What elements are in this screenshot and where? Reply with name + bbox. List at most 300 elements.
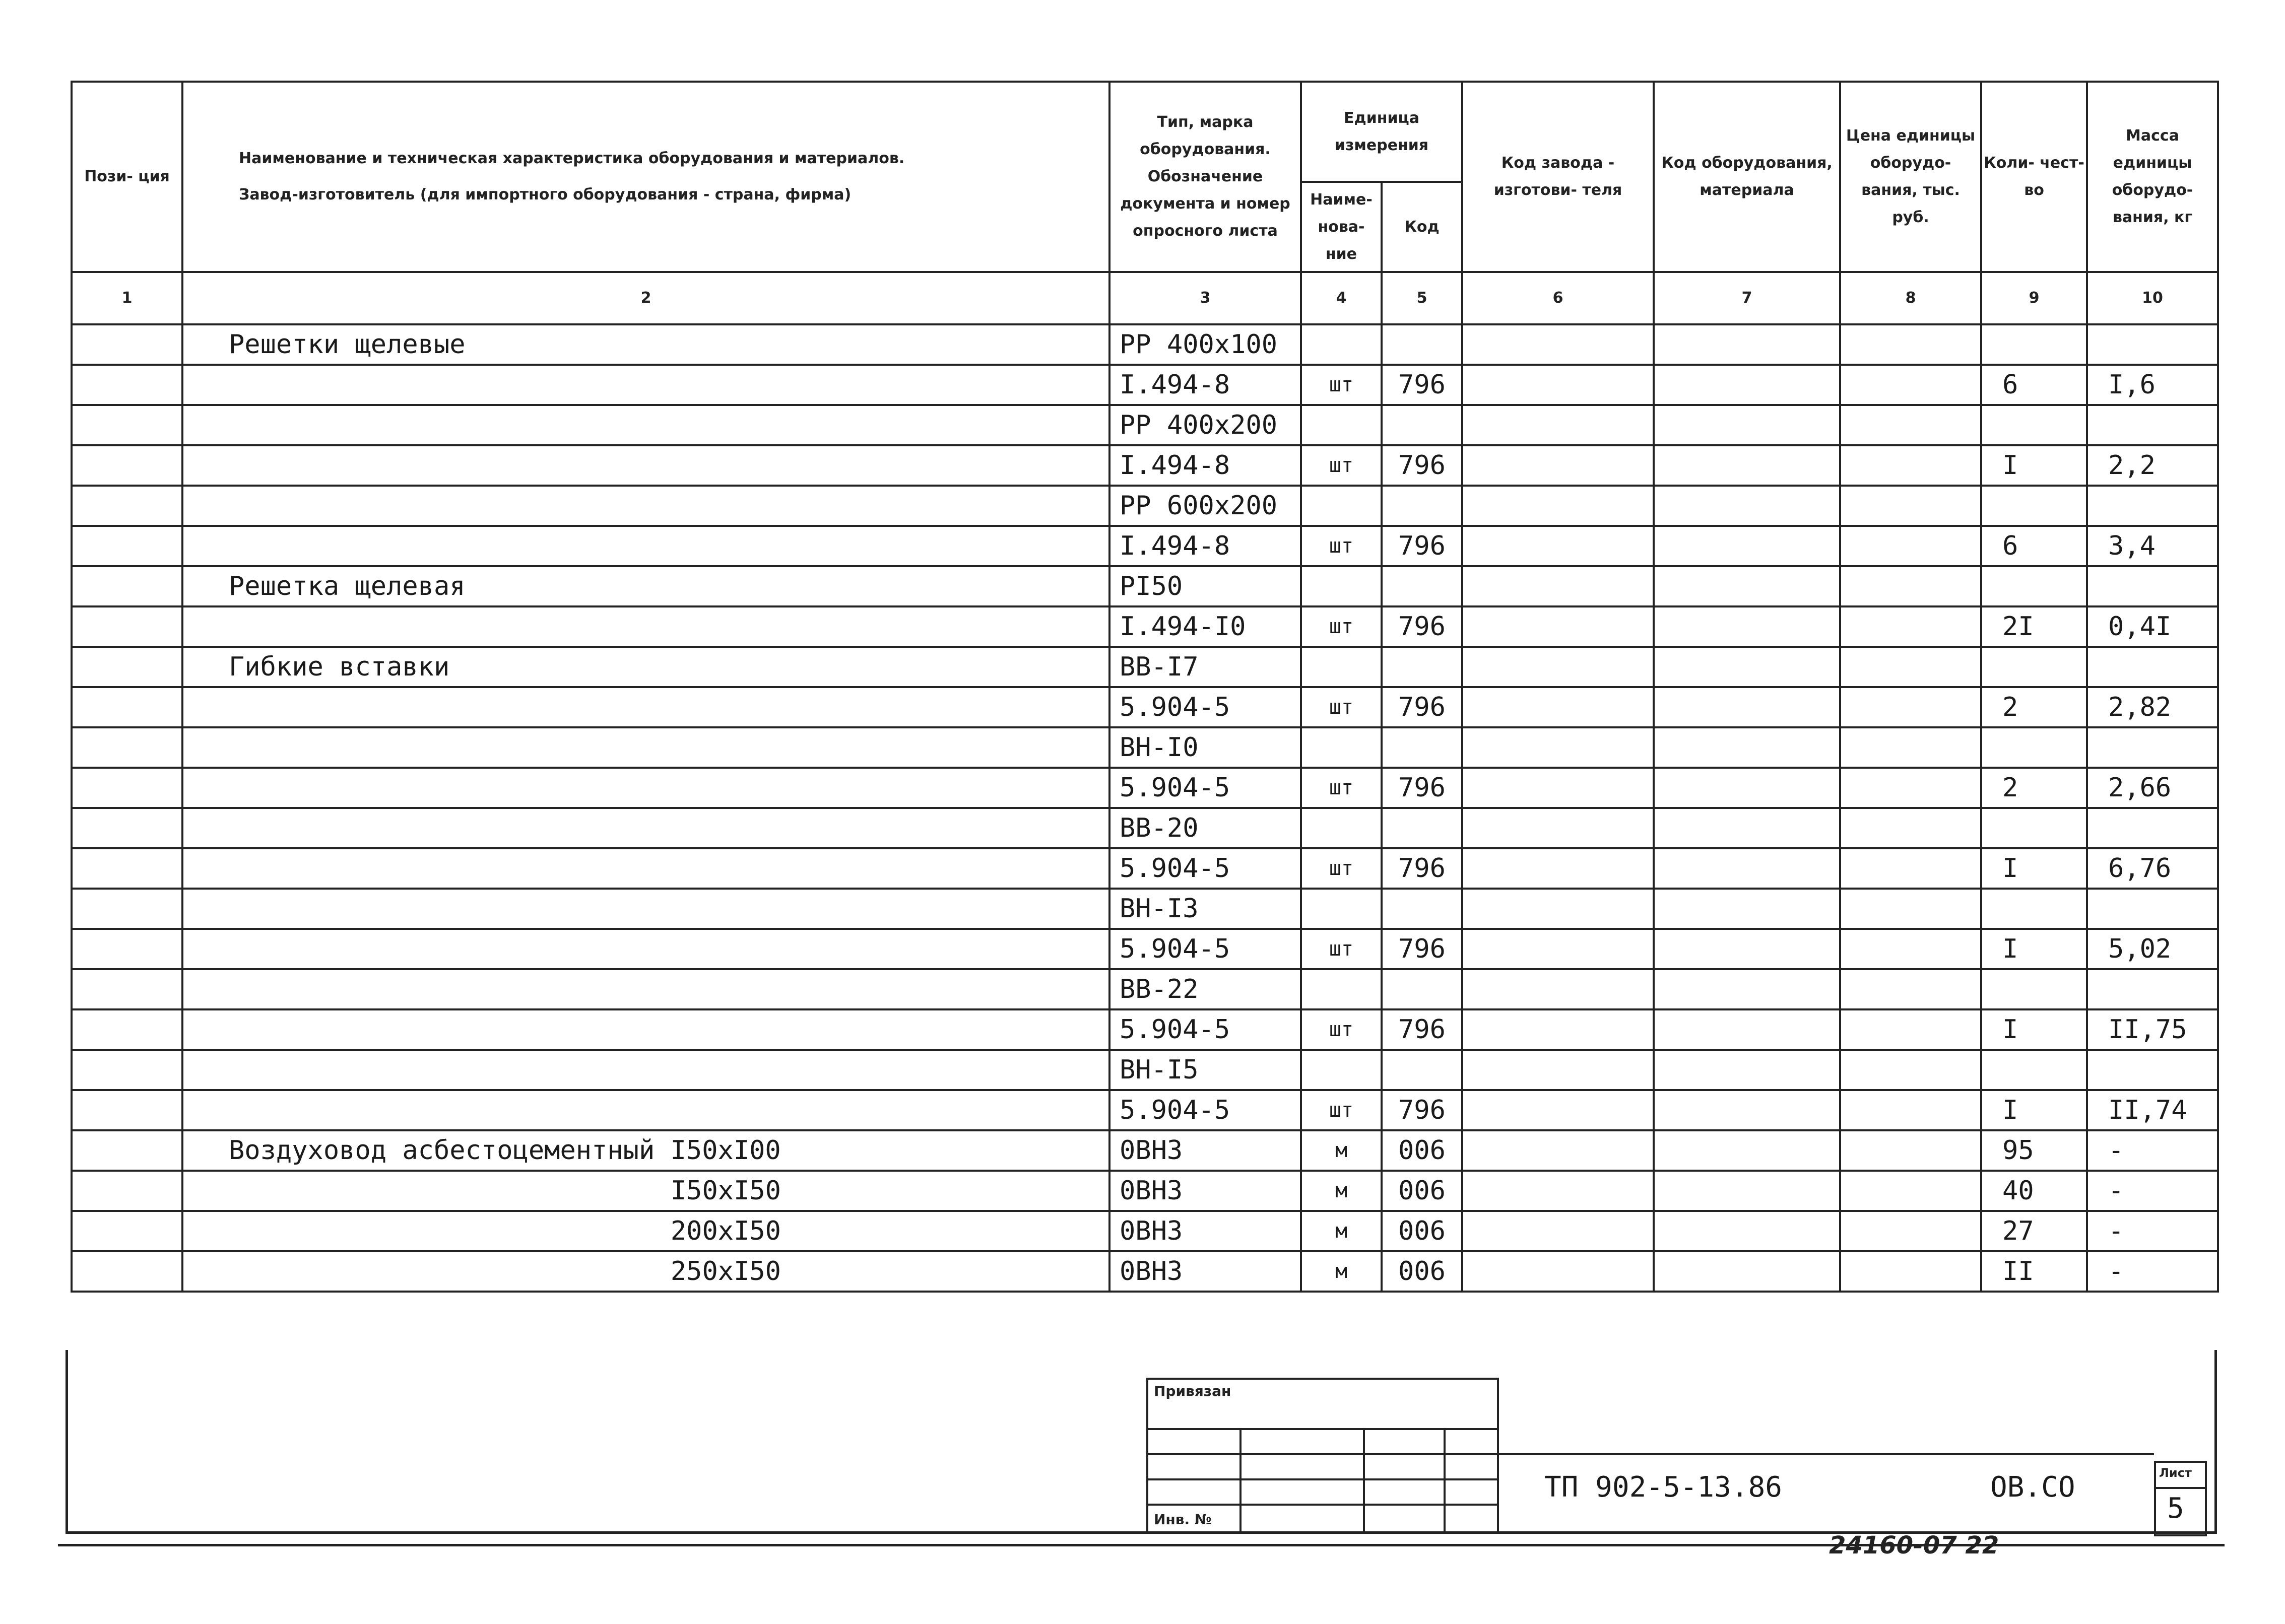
manufacturer-code-cell — [1462, 1009, 1654, 1050]
table-row — [72, 526, 2218, 566]
unit-name-cell — [1301, 1050, 1382, 1090]
price-cell — [1840, 445, 1981, 486]
mass-cell: 6,76 — [2087, 848, 2218, 889]
price-cell — [1840, 566, 1981, 606]
unit-code-cell: 006 — [1382, 1251, 1462, 1292]
name-cell — [182, 405, 1109, 445]
manufacturer-code-cell — [1462, 566, 1654, 606]
equipment-code-cell — [1654, 486, 1840, 526]
name-cell — [182, 848, 1109, 889]
position-cell — [72, 405, 182, 445]
column-number: 2 — [182, 272, 1109, 324]
type-cell: ВН-I0 — [1109, 727, 1301, 768]
table-row — [72, 1251, 2218, 1292]
mass-cell: - — [2087, 1130, 2218, 1171]
unit-code-cell: 796 — [1382, 768, 1462, 808]
name-cell — [182, 969, 1109, 1009]
name-cell — [182, 687, 1109, 727]
position-cell — [72, 969, 182, 1009]
type-cell: 5.904-5 — [1109, 687, 1301, 727]
table-row — [72, 1090, 2218, 1130]
name-cell — [182, 606, 1109, 647]
mass-cell: - — [2087, 1251, 2218, 1292]
type-cell: РI50 — [1109, 566, 1301, 606]
stamp-divider — [1444, 1428, 1446, 1534]
quantity-cell — [1981, 566, 2087, 606]
price-cell — [1840, 1130, 1981, 1171]
unit-code-cell: 796 — [1382, 848, 1462, 889]
mass-cell — [2087, 405, 2218, 445]
quantity-cell: I — [1981, 1009, 2087, 1050]
mass-cell: 3,4 — [2087, 526, 2218, 566]
equipment-code-cell — [1654, 727, 1840, 768]
position-cell — [72, 1251, 182, 1292]
mass-cell: I,6 — [2087, 365, 2218, 405]
type-cell: 0ВН3 — [1109, 1251, 1301, 1292]
equipment-code-cell — [1654, 365, 1840, 405]
type-cell: 0ВН3 — [1109, 1171, 1301, 1211]
mass-cell — [2087, 486, 2218, 526]
name-cell — [182, 768, 1109, 808]
type-cell: ВН-I3 — [1109, 889, 1301, 929]
stamp-divider — [1146, 1428, 1499, 1430]
stamp-divider — [2156, 1487, 2206, 1489]
unit-name-cell — [1301, 324, 1382, 365]
name-cell — [182, 486, 1109, 526]
type-cell: РР 600х200 — [1109, 486, 1301, 526]
name-cell — [182, 365, 1109, 405]
equipment-code-cell — [1654, 1090, 1840, 1130]
name-cell: I50хI50 — [182, 1171, 1109, 1211]
position-cell — [72, 606, 182, 647]
type-cell: ВВ-22 — [1109, 969, 1301, 1009]
column-number: 5 — [1382, 272, 1462, 324]
stamp-divider — [1146, 1478, 1499, 1480]
document-mark: ОВ.СО — [1990, 1471, 2075, 1504]
type-cell: 0ВН3 — [1109, 1130, 1301, 1171]
header-unit-name: Наиме- нова- ние — [1301, 182, 1382, 272]
table-row — [72, 405, 2218, 445]
equipment-code-cell — [1654, 445, 1840, 486]
specification-table — [71, 81, 2219, 1293]
unit-code-cell: 006 — [1382, 1130, 1462, 1171]
column-number: 9 — [1981, 272, 2087, 324]
unit-name-cell: м — [1301, 1211, 1382, 1251]
price-cell — [1840, 365, 1981, 405]
equipment-code-cell — [1654, 566, 1840, 606]
mass-cell: 2,82 — [2087, 687, 2218, 727]
unit-name-cell: м — [1301, 1171, 1382, 1211]
equipment-code-cell — [1654, 647, 1840, 687]
type-cell: I.494-8 — [1109, 526, 1301, 566]
handwritten-note: 24160-07 22 — [1829, 1531, 1999, 1560]
quantity-cell: 27 — [1981, 1211, 2087, 1251]
quantity-cell: 6 — [1981, 365, 2087, 405]
table-row — [72, 566, 2218, 606]
unit-code-cell — [1382, 1050, 1462, 1090]
unit-code-cell — [1382, 566, 1462, 606]
unit-code-cell — [1382, 969, 1462, 1009]
manufacturer-code-cell — [1462, 929, 1654, 969]
manufacturer-code-cell — [1462, 808, 1654, 848]
type-cell: 5.904-5 — [1109, 768, 1301, 808]
mass-cell — [2087, 647, 2218, 687]
header-unit-code: Код — [1382, 182, 1462, 272]
name-cell — [182, 1009, 1109, 1050]
position-cell — [72, 1090, 182, 1130]
price-cell — [1840, 486, 1981, 526]
stamp-divider — [1499, 1453, 2154, 1455]
manufacturer-code-cell — [1462, 1171, 1654, 1211]
table-row — [72, 647, 2218, 687]
quantity-cell — [1981, 405, 2087, 445]
equipment-code-cell — [1654, 929, 1840, 969]
sheet-number: 5 — [2167, 1492, 2184, 1525]
header-name-line2: Завод-изготовитель (для импортного оборудования - страна, фирма) — [239, 186, 852, 204]
position-cell — [72, 1009, 182, 1050]
column-number: 4 — [1301, 272, 1382, 324]
price-cell — [1840, 727, 1981, 768]
equipment-code-cell — [1654, 1171, 1840, 1211]
header-price: Цена единицы оборудо- вания, тыс. руб. — [1840, 82, 1981, 272]
unit-code-cell: 006 — [1382, 1171, 1462, 1211]
equipment-code-cell — [1654, 1251, 1840, 1292]
column-number: 3 — [1109, 272, 1301, 324]
mass-cell — [2087, 889, 2218, 929]
name-cell — [182, 889, 1109, 929]
quantity-cell: 40 — [1981, 1171, 2087, 1211]
stamp-divider — [1363, 1428, 1365, 1534]
table-row — [72, 606, 2218, 647]
table-row — [72, 848, 2218, 889]
manufacturer-code-cell — [1462, 526, 1654, 566]
price-cell — [1840, 324, 1981, 365]
position-cell — [72, 1050, 182, 1090]
unit-code-cell — [1382, 808, 1462, 848]
price-cell — [1840, 1090, 1981, 1130]
price-cell — [1840, 1009, 1981, 1050]
name-cell: Воздуховод асбестоцементный I50хI00 — [182, 1130, 1109, 1171]
price-cell — [1840, 889, 1981, 929]
equipment-code-cell — [1654, 1130, 1840, 1171]
manufacturer-code-cell — [1462, 1050, 1654, 1090]
type-cell: I.494-8 — [1109, 445, 1301, 486]
column-number: 8 — [1840, 272, 1981, 324]
name-cell: 250хI50 — [182, 1251, 1109, 1292]
position-cell — [72, 808, 182, 848]
unit-name-cell: шт — [1301, 687, 1382, 727]
price-cell — [1840, 848, 1981, 889]
price-cell — [1840, 647, 1981, 687]
mass-cell: - — [2087, 1211, 2218, 1251]
unit-code-cell: 796 — [1382, 606, 1462, 647]
type-cell: 0ВН3 — [1109, 1211, 1301, 1251]
unit-name-cell: м — [1301, 1130, 1382, 1171]
table-row — [72, 1009, 2218, 1050]
name-cell — [182, 727, 1109, 768]
quantity-cell: 2I — [1981, 606, 2087, 647]
quantity-cell — [1981, 486, 2087, 526]
position-cell — [72, 647, 182, 687]
equipment-code-cell — [1654, 768, 1840, 808]
equipment-code-cell — [1654, 889, 1840, 929]
type-cell: РР 400х200 — [1109, 405, 1301, 445]
equipment-code-cell — [1654, 405, 1840, 445]
manufacturer-code-cell — [1462, 486, 1654, 526]
name-cell — [182, 526, 1109, 566]
price-cell — [1840, 1211, 1981, 1251]
quantity-cell — [1981, 727, 2087, 768]
table-row — [72, 1130, 2218, 1171]
stamp-divider — [1146, 1453, 1499, 1455]
unit-name-cell: шт — [1301, 1009, 1382, 1050]
type-cell: 5.904-5 — [1109, 929, 1301, 969]
price-cell — [1840, 808, 1981, 848]
unit-name-cell — [1301, 647, 1382, 687]
quantity-cell — [1981, 647, 2087, 687]
name-cell: Решетка щелевая — [182, 566, 1109, 606]
price-cell — [1840, 768, 1981, 808]
price-cell — [1840, 1251, 1981, 1292]
sheet-label: Лист — [2159, 1466, 2192, 1480]
column-number: 7 — [1654, 272, 1840, 324]
manufacturer-code-cell — [1462, 365, 1654, 405]
name-cell: Решетки щелевые — [182, 324, 1109, 365]
mass-cell: 2,2 — [2087, 445, 2218, 486]
position-cell — [72, 526, 182, 566]
type-cell: РР 400х100 — [1109, 324, 1301, 365]
quantity-cell: 2 — [1981, 687, 2087, 727]
table-row — [72, 768, 2218, 808]
type-cell: 5.904-5 — [1109, 1009, 1301, 1050]
price-cell — [1840, 687, 1981, 727]
mass-cell — [2087, 969, 2218, 1009]
unit-name-cell: шт — [1301, 768, 1382, 808]
unit-name-cell: шт — [1301, 1090, 1382, 1130]
header-unit-group: Единица измерения — [1301, 82, 1462, 182]
unit-name-cell: шт — [1301, 365, 1382, 405]
position-cell — [72, 324, 182, 365]
price-cell — [1840, 969, 1981, 1009]
sheet-number-box — [2154, 1461, 2207, 1536]
table-row — [72, 1050, 2218, 1090]
unit-code-cell — [1382, 405, 1462, 445]
table-row — [72, 929, 2218, 969]
type-cell: I.494-I0 — [1109, 606, 1301, 647]
manufacturer-code-cell — [1462, 445, 1654, 486]
table-row — [72, 808, 2218, 848]
equipment-code-cell — [1654, 848, 1840, 889]
unit-code-cell: 796 — [1382, 365, 1462, 405]
unit-code-cell: 796 — [1382, 526, 1462, 566]
quantity-cell: 2 — [1981, 768, 2087, 808]
header-type: Тип, марка оборудования. Обозначение документа и номер опросного листа — [1109, 82, 1301, 272]
unit-name-cell: шт — [1301, 929, 1382, 969]
type-cell: I.494-8 — [1109, 365, 1301, 405]
manufacturer-code-cell — [1462, 1211, 1654, 1251]
header-name — [182, 82, 1109, 272]
manufacturer-code-cell — [1462, 687, 1654, 727]
position-cell — [72, 365, 182, 405]
unit-name-cell: шт — [1301, 606, 1382, 647]
unit-name-cell — [1301, 808, 1382, 848]
equipment-code-cell — [1654, 969, 1840, 1009]
mass-cell: 0,4I — [2087, 606, 2218, 647]
unit-code-cell: 796 — [1382, 1090, 1462, 1130]
unit-name-cell: шт — [1301, 445, 1382, 486]
mass-cell: 2,66 — [2087, 768, 2218, 808]
quantity-cell: I — [1981, 1090, 2087, 1130]
quantity-cell: II — [1981, 1251, 2087, 1292]
unit-name-cell — [1301, 889, 1382, 929]
binding-stamp — [1146, 1378, 1499, 1534]
name-cell — [182, 808, 1109, 848]
manufacturer-code-cell — [1462, 1090, 1654, 1130]
type-cell: 5.904-5 — [1109, 848, 1301, 889]
position-cell — [72, 566, 182, 606]
unit-code-cell — [1382, 889, 1462, 929]
unit-code-cell — [1382, 647, 1462, 687]
unit-code-cell — [1382, 486, 1462, 526]
name-cell — [182, 1050, 1109, 1090]
mass-cell — [2087, 727, 2218, 768]
unit-name-cell — [1301, 405, 1382, 445]
unit-name-cell: м — [1301, 1251, 1382, 1292]
equipment-code-cell — [1654, 1009, 1840, 1050]
quantity-cell: I — [1981, 848, 2087, 889]
binding-label: Привязан — [1154, 1383, 1231, 1399]
name-cell — [182, 445, 1109, 486]
equipment-code-cell — [1654, 324, 1840, 365]
quantity-cell: I — [1981, 445, 2087, 486]
manufacturer-code-cell — [1462, 1130, 1654, 1171]
mass-cell: - — [2087, 1171, 2218, 1211]
mass-cell: II,75 — [2087, 1009, 2218, 1050]
price-cell — [1840, 1171, 1981, 1211]
header-quantity: Коли- чест- во — [1981, 82, 2087, 272]
table-row — [72, 365, 2218, 405]
type-cell: ВВ-20 — [1109, 808, 1301, 848]
unit-code-cell: 796 — [1382, 1009, 1462, 1050]
manufacturer-code-cell — [1462, 606, 1654, 647]
quantity-cell: I — [1981, 929, 2087, 969]
mass-cell — [2087, 566, 2218, 606]
price-cell — [1840, 405, 1981, 445]
equipment-code-cell — [1654, 808, 1840, 848]
position-cell — [72, 727, 182, 768]
unit-code-cell: 796 — [1382, 445, 1462, 486]
header-equipment-code: Код оборудования, материала — [1654, 82, 1840, 272]
type-cell: ВН-I5 — [1109, 1050, 1301, 1090]
equipment-code-cell — [1654, 687, 1840, 727]
unit-code-cell: 006 — [1382, 1211, 1462, 1251]
equipment-code-cell — [1654, 1050, 1840, 1090]
table-row — [72, 324, 2218, 365]
type-cell: ВВ-I7 — [1109, 647, 1301, 687]
mass-cell — [2087, 808, 2218, 848]
position-cell — [72, 1211, 182, 1251]
mass-cell — [2087, 324, 2218, 365]
manufacturer-code-cell — [1462, 727, 1654, 768]
header-name-line1: Наименование и техническая характеристика оборудования и материалов. — [239, 150, 905, 167]
price-cell — [1840, 929, 1981, 969]
equipment-code-cell — [1654, 606, 1840, 647]
unit-name-cell: шт — [1301, 526, 1382, 566]
manufacturer-code-cell — [1462, 647, 1654, 687]
position-cell — [72, 687, 182, 727]
quantity-cell — [1981, 808, 2087, 848]
unit-code-cell: 796 — [1382, 687, 1462, 727]
table-row — [72, 1171, 2218, 1211]
unit-name-cell — [1301, 486, 1382, 526]
position-cell — [72, 1130, 182, 1171]
table-row — [72, 445, 2218, 486]
title-block-frame — [66, 1350, 2217, 1534]
unit-name-cell — [1301, 566, 1382, 606]
name-cell: Гибкие вставки — [182, 647, 1109, 687]
quantity-cell — [1981, 969, 2087, 1009]
manufacturer-code-cell — [1462, 1251, 1654, 1292]
quantity-cell — [1981, 1050, 2087, 1090]
manufacturer-code-cell — [1462, 969, 1654, 1009]
stamp-divider — [1239, 1428, 1242, 1534]
equipment-code-cell — [1654, 1211, 1840, 1251]
quantity-cell: 6 — [1981, 526, 2087, 566]
price-cell — [1840, 606, 1981, 647]
unit-code-cell: 796 — [1382, 929, 1462, 969]
position-cell — [72, 1171, 182, 1211]
position-cell — [72, 889, 182, 929]
manufacturer-code-cell — [1462, 768, 1654, 808]
name-cell: 200хI50 — [182, 1211, 1109, 1251]
table-row — [72, 486, 2218, 526]
position-cell — [72, 768, 182, 808]
document-code: ТП 902-5-13.86 — [1544, 1471, 1783, 1504]
mass-cell: II,74 — [2087, 1090, 2218, 1130]
table-row — [72, 727, 2218, 768]
table-row — [72, 1211, 2218, 1251]
unit-name-cell — [1301, 969, 1382, 1009]
price-cell — [1840, 1050, 1981, 1090]
position-cell — [72, 486, 182, 526]
table-row — [72, 687, 2218, 727]
unit-code-cell — [1382, 324, 1462, 365]
header-manufacturer-code: Код завода - изготови- теля — [1462, 82, 1654, 272]
unit-name-cell — [1301, 727, 1382, 768]
name-cell — [182, 929, 1109, 969]
header-position: Пози- ция — [72, 82, 182, 272]
unit-name-cell: шт — [1301, 848, 1382, 889]
type-cell: 5.904-5 — [1109, 1090, 1301, 1130]
mass-cell: 5,02 — [2087, 929, 2218, 969]
unit-code-cell — [1382, 727, 1462, 768]
equipment-code-cell — [1654, 526, 1840, 566]
quantity-cell — [1981, 324, 2087, 365]
price-cell — [1840, 526, 1981, 566]
name-cell — [182, 1090, 1109, 1130]
position-cell — [72, 929, 182, 969]
column-number: 6 — [1462, 272, 1654, 324]
manufacturer-code-cell — [1462, 848, 1654, 889]
position-cell — [72, 445, 182, 486]
header-mass: Масса единицы оборудо- вания, кг — [2087, 82, 2218, 272]
table-row — [72, 969, 2218, 1009]
mass-cell — [2087, 1050, 2218, 1090]
quantity-cell: 95 — [1981, 1130, 2087, 1171]
column-number: 10 — [2087, 272, 2218, 324]
inventory-number-label: Инв. № — [1154, 1511, 1212, 1528]
stamp-divider — [1146, 1504, 1499, 1506]
